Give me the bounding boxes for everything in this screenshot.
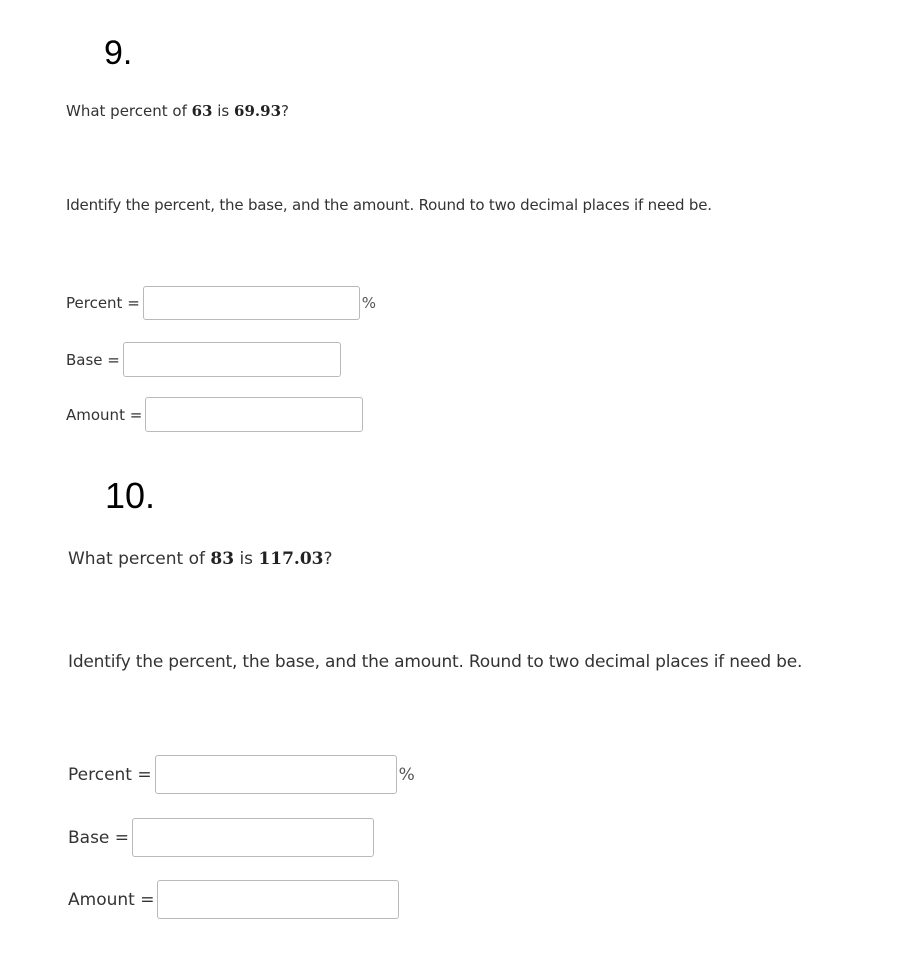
amount-row — [68, 880, 399, 919]
percent-label: Percent = — [68, 764, 152, 785]
question-base-value: 63 — [191, 102, 213, 120]
base-input[interactable] — [132, 818, 374, 857]
amount-input[interactable] — [145, 397, 363, 432]
base-input[interactable] — [123, 342, 341, 377]
question-suffix: ? — [323, 549, 333, 569]
instruction-text: Identify the percent, the base, and the amount. Round to two decimal places if need be. — [68, 652, 803, 672]
question-text — [68, 549, 333, 569]
percent-row — [68, 755, 415, 794]
percent-unit: % — [398, 764, 415, 785]
percent-label: Percent = — [66, 294, 140, 312]
amount-row — [66, 397, 363, 432]
question-middle: is — [234, 549, 259, 569]
percent-row — [66, 286, 376, 320]
base-row — [66, 342, 341, 377]
problem-number: 9. — [104, 34, 133, 72]
question-suffix: ? — [281, 102, 289, 120]
problem-number: 10. — [105, 475, 156, 516]
question-amount-value: 69.93 — [234, 102, 282, 120]
percent-input[interactable] — [143, 286, 360, 320]
question-prefix: What percent of — [68, 549, 211, 569]
instruction-text: Identify the percent, the base, and the amount. Round to two decimal places if need be. — [66, 196, 712, 214]
question-prefix: What percent of — [66, 102, 192, 120]
percent-unit: % — [361, 294, 377, 312]
base-label: Base = — [66, 350, 120, 369]
amount-label: Amount = — [66, 405, 143, 424]
base-row — [68, 818, 374, 857]
question-text — [66, 102, 289, 120]
question-amount-value: 117.03 — [258, 549, 324, 569]
amount-label: Amount = — [68, 889, 155, 910]
percent-input[interactable] — [155, 755, 397, 794]
question-base-value: 83 — [210, 549, 235, 569]
question-middle: is — [212, 102, 235, 120]
base-label: Base = — [68, 827, 130, 848]
amount-input[interactable] — [157, 880, 399, 919]
